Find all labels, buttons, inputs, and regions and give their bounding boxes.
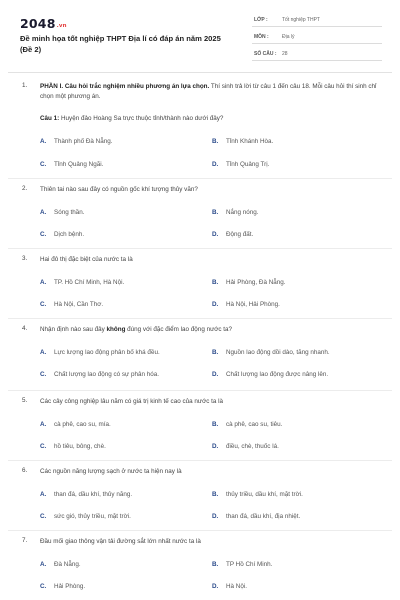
question-number: 7. [22,537,28,544]
question-text-part: Các nguồn năng lượng sạch ở nước ta hiện nay là [40,468,182,475]
option-text: điều, chè, thuốc lá. [226,443,279,450]
question-text [40,325,390,335]
question-separator [8,460,392,461]
option-d[interactable] [212,583,247,590]
option-c[interactable] [40,443,106,450]
question-text [40,537,390,547]
option-letter: C. [40,371,47,378]
option-letter: A. [40,279,47,286]
option-b[interactable] [212,349,330,356]
option-text: Chất lượng lao động được nâng lên. [226,371,329,378]
option-letter: B. [212,561,219,568]
info-label: MÔN : [254,34,269,40]
option-text: Tỉnh Quảng Ngãi. [54,161,104,168]
question-text-part: Hai đô thị đặc biệt của nước ta là [40,256,133,263]
option-text: Nắng nóng. [226,209,259,216]
option-b[interactable] [212,421,282,428]
question-number: 6. [22,467,28,474]
question-text-part: Nhận định nào sau đây [40,326,107,333]
question-1-body: Huyện đảo Hoàng Sa trực thuộc tỉnh/thành nào dưới đây? [59,115,224,122]
option-letter: C. [40,583,47,590]
option-text: TP. Hồ Chí Minh, Hà Nội. [54,279,125,286]
logo-domain: .vn [56,23,67,29]
option-text: Tỉnh Khánh Hòa. [226,138,274,145]
exam-info-box [252,12,382,61]
question-text [40,397,390,407]
option-text: Thành phố Đà Nẵng. [54,138,113,145]
info-row-class [252,12,382,27]
option-c[interactable] [40,231,84,238]
option-letter: C. [40,161,47,168]
question-separator [8,530,392,531]
info-label: LỚP : [254,17,268,23]
question-text [40,185,390,195]
logo-main: 2048 [20,16,56,31]
info-value: Địa lý [282,34,295,40]
option-c[interactable] [40,583,85,590]
question-text-emphasis: không [106,326,126,333]
option-b[interactable] [212,209,259,216]
option-text: Hà Nội, Hải Phòng. [226,301,280,308]
option-letter: D. [212,371,219,378]
option-text: thủy triều, dầu khí, mặt trời. [226,491,303,498]
option-letter: C. [40,301,47,308]
option-text: Động đất. [226,231,254,238]
part-description: Thí sinh trả lời từ câu 1 đến câu 18. Mỗi câu hỏi thí sinh chỉ chọn một phương án. [40,83,377,100]
option-text: Dịch bệnh. [54,231,85,238]
option-letter: B. [212,279,219,286]
option-d[interactable] [212,301,280,308]
option-text: Hải Phòng, Đà Nẵng. [226,279,286,286]
option-b[interactable] [212,279,286,286]
info-row-subject [252,29,382,44]
option-letter: B. [212,349,219,356]
question-number: 4. [22,325,28,332]
option-c[interactable] [40,371,159,378]
option-b[interactable] [212,138,273,145]
question-number: 3. [22,255,28,262]
question-text-part: Thiên tai nào sau đây có nguồn gốc khí tượng thủy văn? [40,186,198,193]
part-instructions [40,82,390,102]
question-separator [8,318,392,319]
option-letter: A. [40,349,47,356]
option-c[interactable] [40,513,131,520]
header-divider [8,72,392,73]
option-letter: D. [212,583,219,590]
option-text: cà phê, cao su, tiêu. [226,421,283,428]
option-text: Sóng thần. [54,209,85,216]
option-text: Hải Phòng. [54,583,86,590]
question-text [40,255,390,265]
option-letter: D. [212,513,219,520]
option-letter: A. [40,491,47,498]
option-letter: B. [212,491,219,498]
option-a[interactable] [40,491,132,498]
option-letter: B. [212,138,219,145]
option-c[interactable] [40,301,103,308]
option-text: Đà Nẵng. [54,561,81,568]
option-c[interactable] [40,161,103,168]
question-1-text [40,115,223,122]
option-a[interactable] [40,138,112,145]
option-letter: C. [40,443,47,450]
info-value: 28 [282,51,288,57]
question-text-part: đúng với đặc điểm lao động nước ta? [125,326,233,333]
info-value: Tốt nghiệp THPT [282,17,320,23]
option-text: TP Hồ Chí Minh. [226,561,273,568]
option-letter: A. [40,421,47,428]
option-text: than đá, dầu khí, địa nhiệt. [226,513,301,520]
option-text: hồ tiêu, bông, chè. [54,443,106,450]
option-letter: D. [212,301,219,308]
question-text-part: Các cây công nghiệp lâu năm có giá trị kinh tế cao của nước ta là [40,398,224,405]
option-letter: A. [40,561,47,568]
question-text [40,467,390,477]
option-b[interactable] [212,561,272,568]
info-label: SỐ CÂU : [254,51,277,57]
question-separator [8,390,392,391]
option-letter: B. [212,421,219,428]
option-letter: A. [40,138,47,145]
site-logo[interactable] [20,16,67,31]
question-text-part: Đầu mối giao thông vận tải đường sắt lớn nhất nước ta là [40,538,201,545]
page-header [0,0,400,72]
option-text: Tỉnh Quảng Trị. [226,161,270,168]
option-d[interactable] [212,161,269,168]
option-a[interactable] [40,209,84,216]
question-separator [8,178,392,179]
option-letter: C. [40,513,47,520]
option-text: cà phê, cao su, mía. [54,421,111,428]
option-text: Lực lượng lao động phân bố khá đều. [54,349,160,356]
option-a[interactable] [40,561,81,568]
option-d[interactable] [212,231,253,238]
exam-title: Đề minh họa tốt nghiệp THPT Địa lí có đáp án năm 2025 (Đề 2) [20,34,221,54]
option-text: Hà Nội, Cần Thơ. [54,301,104,308]
option-letter: B. [212,209,219,216]
option-letter: A. [40,209,47,216]
option-text: Hà Nội. [226,583,247,590]
info-row-count [252,46,382,61]
option-a[interactable] [40,279,124,286]
option-letter: C. [40,231,47,238]
question-separator [8,248,392,249]
option-text: sức gió, thủy triều, mặt trời. [54,513,131,520]
option-b[interactable] [212,491,303,498]
option-a[interactable] [40,421,111,428]
option-d[interactable] [212,371,328,378]
option-a[interactable] [40,349,160,356]
question-number: 2. [22,185,28,192]
question-1-label: Câu 1: [40,115,60,122]
option-text: than đá, dầu khí, thủy năng. [54,491,133,498]
option-letter: D. [212,231,219,238]
question-number: 1. [22,82,28,89]
part-title: PHẦN I. Câu hỏi trắc nghiệm nhiều phương án lựa chọn. [40,83,210,90]
question-number: 5. [22,397,28,404]
option-text: Nguồn lao động dồi dào, tăng nhanh. [226,349,330,356]
option-d[interactable] [212,443,279,450]
option-d[interactable] [212,513,300,520]
option-text: Chất lượng lao động có sự phân hóa. [54,371,159,378]
option-letter: D. [212,161,219,168]
option-letter: D. [212,443,219,450]
